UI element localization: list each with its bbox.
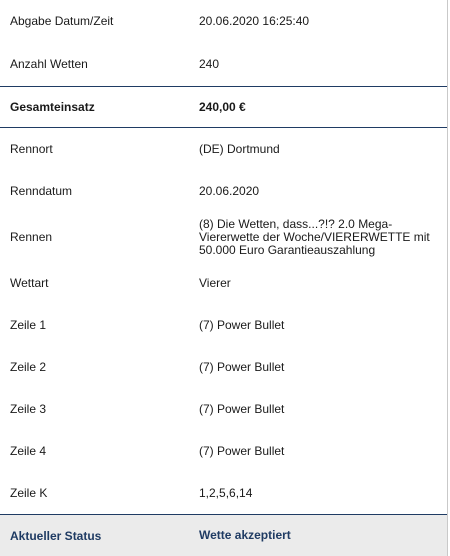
row-aktueller-status (0, 514, 447, 556)
row-wettart (0, 262, 447, 304)
row-zeile-3 (0, 388, 447, 430)
row-zeile-4 (0, 430, 447, 472)
value-renndatum: 20.06.2020 (199, 183, 260, 198)
row-zeile-1 (0, 304, 447, 346)
label-aktueller-status: Aktueller Status (10, 528, 102, 543)
label-wettart: Wettart (10, 276, 49, 290)
value-abgabe: 20.06.2020 16:25:40 (199, 13, 310, 28)
row-rennen (0, 212, 447, 262)
value-gesamteinsatz: 240,00 € (199, 99, 246, 114)
label-zeile-k: Zeile K (10, 486, 48, 500)
row-zeile-2 (0, 346, 447, 388)
row-gesamteinsatz (0, 86, 447, 128)
value-rennen: (8) Die Wetten, dass...?!? 2.0 Mega-Viererwette der Woche/VIERERWETTE mit 50.000 Euro Garantieauszahlung (199, 216, 430, 257)
row-anzahl-wetten (0, 42, 447, 86)
label-renndatum: Renndatum (10, 184, 73, 198)
label-rennen: Rennen (10, 230, 53, 244)
value-zeile-2: (7) Power Bullet (199, 359, 285, 374)
label-rennort: Rennort (10, 142, 53, 156)
label-zeile-3: Zeile 3 (10, 402, 47, 416)
status-badge: Wette akzeptiert (199, 528, 291, 542)
row-abgabe (0, 0, 447, 42)
label-zeile-2: Zeile 2 (10, 360, 47, 374)
label-abgabe: Abgabe Datum/Zeit (10, 14, 114, 28)
value-wettart: Vierer (199, 275, 231, 290)
row-renndatum (0, 170, 447, 212)
label-zeile-4: Zeile 4 (10, 444, 47, 458)
value-anzahl-wetten: 240 (199, 56, 220, 71)
value-rennort: (DE) Dortmund (199, 141, 280, 156)
row-zeile-k (0, 472, 447, 514)
label-zeile-1: Zeile 1 (10, 318, 47, 332)
value-zeile-k: 1,2,5,6,14 (199, 485, 253, 500)
value-zeile-4: (7) Power Bullet (199, 443, 285, 458)
label-anzahl-wetten: Anzahl Wetten (10, 57, 88, 71)
label-gesamteinsatz: Gesamteinsatz (10, 100, 95, 114)
row-rennort (0, 128, 447, 170)
value-zeile-1: (7) Power Bullet (199, 317, 285, 332)
value-zeile-3: (7) Power Bullet (199, 401, 285, 416)
